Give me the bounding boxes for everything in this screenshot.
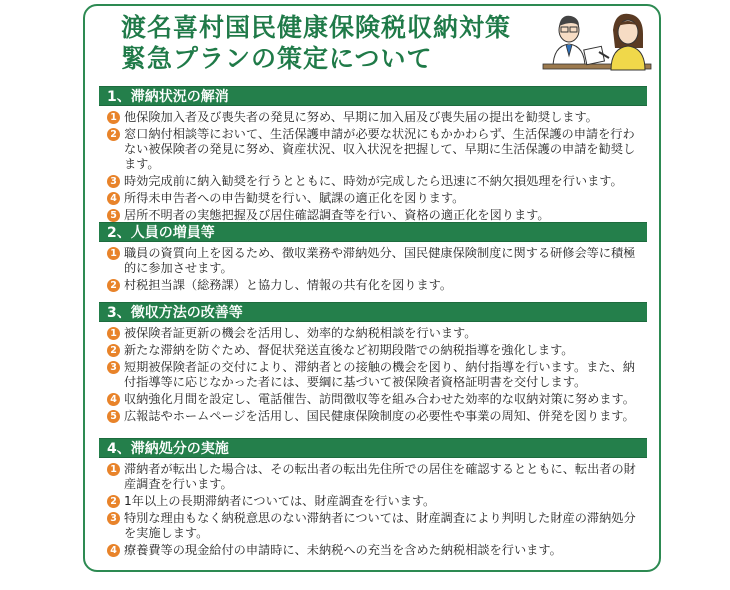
number-badge: 3 [107, 512, 120, 525]
list-item [107, 511, 643, 541]
item-text: 被保険者証更新の機会を活用し、効率的な納税相談を行います。 [124, 326, 477, 340]
list-item [107, 174, 643, 189]
item-text: 滞納者が転出した場合は、その転出者の転出先住所での居住を確認するとともに、転出者の財産調査を行います。 [124, 462, 636, 491]
section-3-heading: 3、徴収方法の改善等 [99, 302, 647, 322]
list-item [107, 360, 643, 390]
number-badge: 2 [107, 279, 120, 292]
plan-card [83, 4, 661, 572]
section-2-heading: 2、人員の増員等 [99, 222, 647, 242]
item-text: 所得未申告者への申告勧奨を行い、賦課の適正化を図ります。 [124, 191, 465, 205]
item-text: 他保険加入者及び喪失者の発見に努め、早期に加入届及び喪失届の提出を勧奨します。 [124, 110, 598, 124]
list-item [107, 191, 643, 206]
item-text: 職員の資質向上を図るため、徴収業務や滞納処分、国民健康保険制度に関する研修会等に積極的に参加させます。 [124, 246, 636, 275]
item-text: 広報誌やホームページを活用し、国民健康保険制度の必要性や事業の周知、併発を図ります。 [124, 409, 635, 423]
number-badge: 2 [107, 128, 120, 141]
number-badge: 1 [107, 111, 120, 124]
number-badge: 1 [107, 247, 120, 260]
number-badge: 5 [107, 410, 120, 423]
item-text: 新たな滞納を防ぐため、督促状発送直後など初期段階での納税指導を強化します。 [124, 343, 574, 357]
section-4-heading: 4、滞納処分の実施 [99, 438, 647, 458]
list-item [107, 246, 643, 276]
number-badge: 2 [107, 344, 120, 357]
list-item [107, 494, 643, 509]
number-badge: 1 [107, 463, 120, 476]
item-text: 居所不明者の実態把握及び居住確認調査等を行い、資格の適正化を図ります。 [124, 208, 550, 222]
item-text: 収納強化月間を設定し、電話催告、訪問徴収等を組み合わせた効率的な収納対策に努めます。 [124, 392, 635, 406]
item-text: 短期被保険者証の交付により、滞納者との接触の機会を図り、納付指導を行います。また、納付指導等に応じなかった者には、要綱に基づいて被保険者資格証明書を交付します。 [124, 360, 635, 389]
number-badge: 4 [107, 393, 120, 406]
page-title [121, 12, 541, 74]
item-text: 療養費等の現金給付の申請時に、未納税への充当を含めた納税相談を行います。 [124, 543, 562, 557]
list-item [107, 208, 643, 223]
number-badge: 3 [107, 361, 120, 374]
section-2-list [107, 246, 643, 295]
list-item [107, 278, 643, 293]
section-3-list [107, 326, 643, 426]
list-item [107, 326, 643, 341]
number-badge: 5 [107, 209, 120, 222]
title-line-1: 渡名喜村国民健康保険税収納対策 [121, 13, 512, 42]
list-item [107, 543, 643, 558]
item-text: 村税担当課（総務課）と協力し、情報の共有化を図ります。 [124, 278, 453, 292]
number-badge: 1 [107, 327, 120, 340]
title-line-2: 緊急プランの策定について [121, 44, 433, 73]
list-item [107, 127, 643, 172]
item-text: 時効完成前に納入勧奨を行うとともに、時効が完成したら迅速に不納欠損処理を行います。 [124, 174, 623, 188]
item-text: 窓口納付相談等において、生活保護申請が必要な状況にもかかわらず、生活保護の申請を行わない被保険者の発見に努め、資産状況、収入状況を把握して、早期に生活保護の申請を勧奨します。 [124, 127, 636, 171]
list-item [107, 110, 643, 125]
number-badge: 2 [107, 495, 120, 508]
consultation-illustration [539, 8, 655, 80]
list-item [107, 343, 643, 358]
item-text: 特別な理由もなく納税意思のない滞納者については、財産調査により判明した財産の滞納処分を実施します。 [124, 511, 636, 540]
list-item [107, 392, 643, 407]
section-1-heading: 1、滞納状況の解消 [99, 86, 647, 106]
number-badge: 4 [107, 192, 120, 205]
section-1-list [107, 110, 643, 225]
number-badge: 4 [107, 544, 120, 557]
section-4-list [107, 462, 643, 560]
list-item [107, 409, 643, 424]
item-text: 1年以上の長期滞納者については、財産調査を行います。 [124, 494, 436, 508]
number-badge: 3 [107, 175, 120, 188]
list-item [107, 462, 643, 492]
